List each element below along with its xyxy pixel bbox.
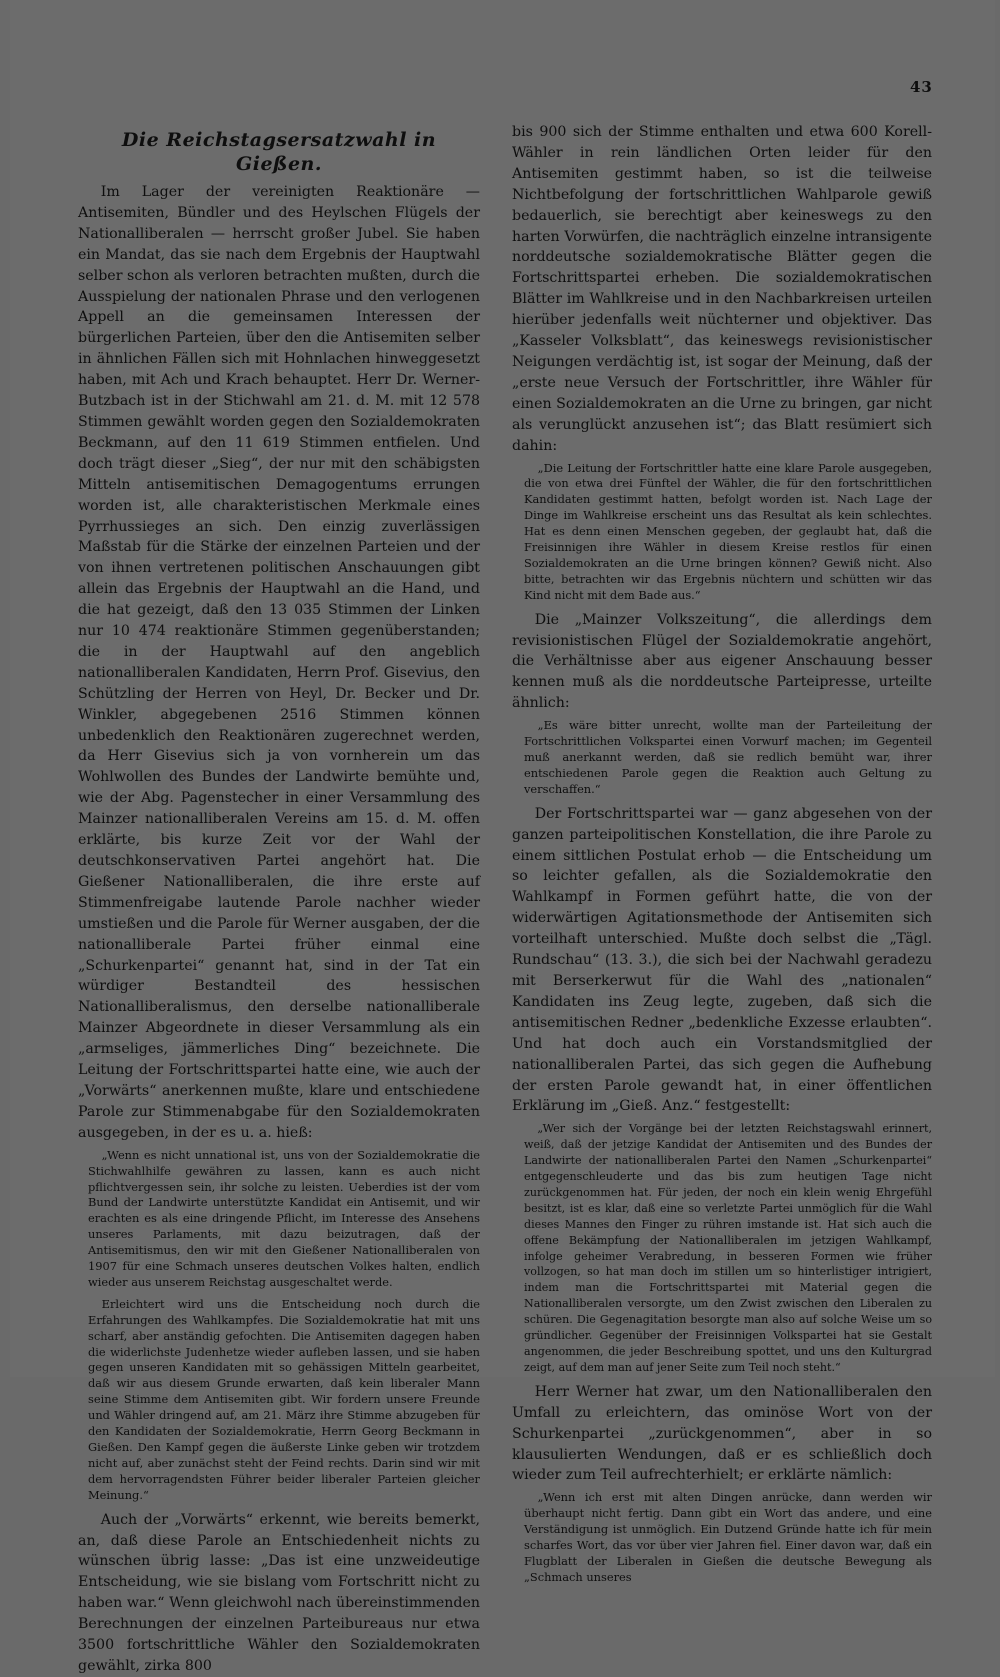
paragraph: Der Fortschrittspartei war — ganz abgesehen von der ganzen parteipolitischen Konstellation, die ihre Parole zu einem sittlichen Postulat erhob — die Entscheidung um so leichter gefallen, als die Sozialdemokratie den Wahlkampf in Formen geführt hatte, die von der widerwärtigen Agitationsmethode der Antisemiten sich vorteilhaft unterschied. Mußte doch selbst die „Tägl. Rundschau“ (13. 3.), die sich bei der Nachwahl geradezu mit Berserkerwut für die Wahl des „nationalen“ Kandidaten ins Zeug legte, zugeben, daß sich die antisemitischen Redner „bedenkliche Exzesse erlaubten“. Und hat doch auch ein Vorstandsmitglied der nationalliberalen Partei, das sich gegen die Aufhebung der ersten Parole gewandt hat, in einer öffentlichen Erklärung im „Gieß. Anz.“ festgestellt: [512, 805, 932, 1115]
quote-block: „Die Leitung der Fortschrittler hatte eine klare Parole ausgegeben, die von etwa drei Fünftel der Wähler, die für den fortschrittlichen Kandidaten gestimmt hatten, befolgt worden ist. Nach Lage der Dinge im Wahlkreise erscheint uns das Resultat als kein schlechtes. Hat es denn einen Menschen gegeben, der geglaubt hat, daß die Freisinnigen ihre Wähler in diesem Kreise restlos für einen Sozialdemokraten an die Urne bringen können? Gewiß nicht. Also bitte, betrachten wir das Ergebnis nüchtern und schütten wir das Kind nicht mit dem Bade aus.“ [524, 460, 932, 602]
quote-block: „Es wäre bitter unrecht, wollte man der Parteileitung der Fortschrittlichen Volkspartei einen Vorwurf machen; im Gegenteil muß anerkannt werden, daß sie redlich bemüht war, ihrer entschiedenen Parole gegen die Reaktion auch Geltung zu verschaffen.“ [524, 718, 932, 796]
quote-block: „Wenn ich erst mit alten Dingen anrücke, dann werden wir überhaupt nicht fertig. Dann gibt ein Wort das andere, und eine Verständigung ist unmöglich. Ein Dutzend Gründe hatte ich für mein scharfes Wort, das vor über vier Jahren fiel. Einer davon war, daß ein Flugblatt der Liberalen in Gießen die deutsche Bewegung als „Schmach unseres [524, 1490, 932, 1584]
newspaper-page [10, 0, 995, 1674]
right-column [512, 122, 932, 1592]
paragraph: Im Lager der vereinigten Reaktionäre — Antisemiten, Bündler und des Heylschen Flügels der Nationalliberalen — herrscht großer Jubel. Sie haben ein Mandat, das sie nach dem Ergebnis der Hauptwahl selber schon als verloren betrachten mußten, durch die Ausspielung der nationalen Phrase und den verlogenen Appell an die gemeinsamen Interessen der bürgerlichen Parteien, über den die Antisemiten selber in ähnlichen Fällen sich mit Hohnlachen hinweggesetzt haben, mit Ach und Krach behauptet. Herr Dr. Werner-Butzbach ist in der Stichwahl am 21. d. M. mit 12 578 Stimmen gewählt worden gegen den Sozialdemokraten Beckmann, auf den 11 619 Stimmen entfielen. Und doch trägt dieser „Sieg“, der nur mit den schäbigsten Mitteln antisemitischen Demagogentums errungen worden ist, alle charakteristischen Merkmale eines Pyrrhussieges an sich. Den einzig zuverlässigen Maßstab für die Stärke der einzelnen Parteien und der von ihnen vertretenen politischen Anschauungen gibt allein das Ergebnis der Hauptwahl an die Hand, und die hat gezeigt, daß den 13 035 Stimmen der Linken nur 10 474 reaktionäre Stimmen gegenüberstanden; die in der Hauptwahl auf den angeblich nationalliberalen Kandidaten, Herrn Prof. Gisevius, den Schützling der Herren von Heyl, Dr. Becker und Dr. Winkler, abgegebenen 2516 Stimmen können unbedenklich den Reaktionären zugerechnet werden, da Herr Gisevius sich ja von vornherein um das Wohlwollen des Bundes der Landwirte bemühte und, wie der Abg. Pagenstecher in einer Versammlung des Mainzer nationalliberalen Vereins am 15. d. M. offen erklärte, bis kurze Zeit vor der Wahl der deutschkonservativen Partei angehört hat. Die Gießener Nationalliberalen, die ihre erste auf Stimmenfreigabe lautende Parole nachher wieder umstießen und die Parole für Werner ausgaben, der die nationalliberale Partei früher einmal eine „Schurkenpartei“ genannt hat, sind in der Tat ein würdiger Bestandteil des hessischen Nationalliberalismus, den derselbe nationalliberale Mainzer Abgeordnete in dieser Versammlung als ein „armseliges, jämmerliches Ding“ bezeichnete. Die Leitung der Fortschrittspartei hatte eine, wie auch der „Vorwärts“ anerkennen mußte, klare und entschiedene Parole zur Stimmenabgabe für den Sozialdemokraten ausgegeben, in der es u. a. hieß: [78, 184, 480, 1141]
paragraph: Herr Werner hat zwar, um den Nationalliberalen den Umfall zu erleichtern, das ominöse Wort von der Schurkenpartei „zurückgenommen“, aber in so klausulierten Wendungen, daß er es schließlich doch wieder zum Teil aufrechterhielt; er erklärte nämlich: [512, 1383, 932, 1484]
article-title: Die Reichstagsersatzwahl in Gießen. [121, 129, 437, 175]
paragraph: bis 900 sich der Stimme enthalten und etwa 600 Korell-Wähler in rein ländlichen Orten leider für den Antisemiten gestimmt haben, so ist die teilweise Nichtbefolgung der fortschrittlichen Wahlparole gewiß bedauerlich, sie berechtigt aber keineswegs zu den harten Vorwürfen, die nachträglich einzelne intransigente norddeutsche sozialdemokratische Blätter gegen die Fortschrittspartei erheben. Die sozialdemokratischen Blätter im Wahlkreise und in den Nachbarkreisen urteilen hierüber jedenfalls weit nüchterner und objektiver. Das „Kasseler Volksblatt“, das keineswegs revisionistischer Neigungen verdächtig ist, ist sogar der Meinung, daß der „erste neue Versuch der Fortschrittler, ihre Wähler für einen Sozialdemokraten an die Urne zu bringen, gar nicht als verunglückt anzusehen ist“; das Blatt resümiert sich dahin: [512, 124, 932, 454]
left-column [78, 122, 480, 1677]
paragraph: Auch der „Vorwärts“ erkennt, wie bereits bemerkt, an, daß diese Parole an Entschiedenheit nichts zu wünschen übrig lasse: „Das ist eine unzweideutige Entscheidung, wie sie bislang vom Fortschritt nicht zu haben war.“ Wenn gleichwohl nach übereinstimmenden Berechnungen der einzelnen Parteibureaus nur etwa 3500 fortschrittliche Wähler den Sozialdemokraten gewählt, zirka 800 [78, 1511, 480, 1674]
quote-block: „Wenn es nicht unnational ist, uns von der Sozialdemokratie die Stichwahlhilfe gewähren zu lassen, kann es auch nicht pflichtvergessen sein, ihr solche zu leisten. Ueberdies ist der vom Bund der Landwirte unterstützte Kandidat ein Antisemit, und wir erachten es als eine dringende Pflicht, im Interesse des Ansehens unseres Parlaments, mit dazu beizutragen, daß der Antisemitismus, den wir mit den Gießener Nationalliberalen von 1907 für eine Schmach unseres deutschen Volkes halten, endlich wieder aus unserem Reichstag ausgeschaltet werde. [88, 1147, 480, 1289]
quote-block: „Wer sich der Vorgänge bei der letzten Reichstagswahl erinnert, weiß, daß der jetzige Kandidat der Antisemiten und des Bundes der Landwirte der nationalliberalen Partei den Namen „Schurkenpartei“ entgegenschleuderte und das bis zum heutigen Tage nicht zurückgenommen hat. Für jeden, der noch ein klein wenig Ehrgefühl besitzt, ist es klar, daß eine so verletzte Partei unmöglich für die Wahl dieses Mannes den Finger zu rühren imstande ist. Hat sich auch die offene Bekämpfung der Nationalliberalen im jetzigen Wahlkampf, infolge geheimer Verabredung, in besseren Formen wie früher vollzogen, so hat man doch im stillen um so hinterlistiger intrigiert, indem man die Fortschrittspartei mit Material gegen die Nationalliberalen versorgte, um den Zwist zwischen den Liberalen zu schüren. Die Gegenagitation besorgte man also auf solche Weise um so gründlicher. Gegenüber der Freisinnigen Volkspartei hat sie Gestalt angenommen, die jeder Beschreibung spottet, und uns den Kulturgrad zeigt, auf dem man auf jener Seite zum Teil noch steht.“ [524, 1122, 932, 1374]
paragraph: Die „Mainzer Volkszeitung“, die allerdings dem revisionistischen Flügel der Sozialdemokratie angehört, die Verhältnisse aber aus eigener Anschauung besser kennen muß als die norddeutsche Parteipresse, urteilte ähnlich: [512, 611, 932, 712]
page-number: 43 [910, 78, 933, 96]
quote-block: Erleichtert wird uns die Entscheidung noch durch die Erfahrungen des Wahlkampfes. Die Sozialdemokratie hat mit uns scharf, aber anständig gefochten. Die Antisemiten dagegen haben die widerlichste Judenhetze wieder aufleben lassen, und sie haben gegen unseren Kandidaten mit so gehässigen Mitteln gearbeitet, daß wir aus diesem Grunde erwarten, daß kein liberaler Mann seine Stimme dem Antisemiten gibt. Wir fordern unsere Freunde und Wähler dringend auf, am 21. März ihre Stimme abzugeben für den Kandidaten der Sozialdemokratie, Herrn Georg Beckmann in Gießen. Den Kampf gegen die äußerste Linke geben wir trotzdem nicht auf, aber zunächst steht der Feind rechts. Darin sind wir mit dem hervorragendsten Führer beider liberaler Parteien gleicher Meinung.“ [88, 1296, 480, 1502]
